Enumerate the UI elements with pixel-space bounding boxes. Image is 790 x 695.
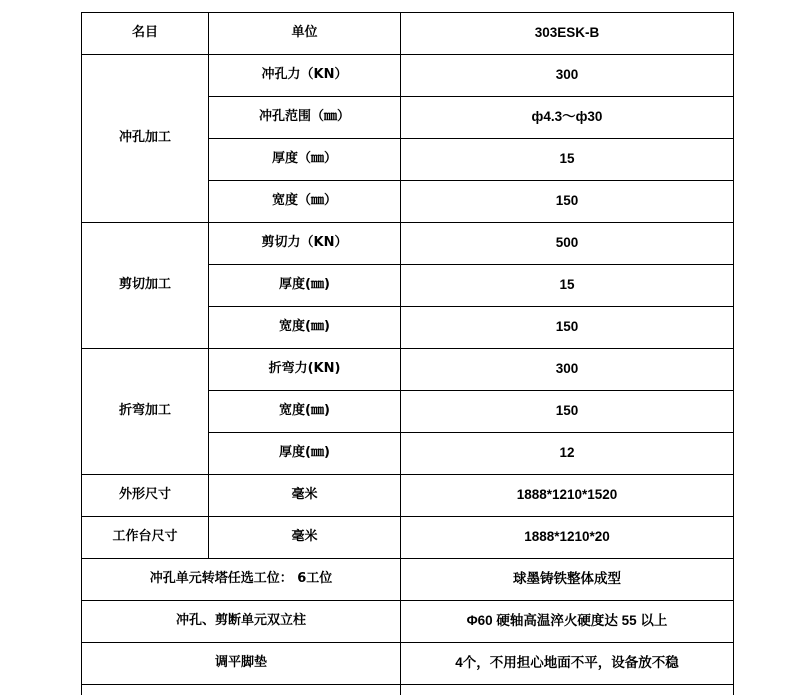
feature-label: 冲孔、剪断单元双立柱	[82, 601, 401, 643]
table-row	[82, 223, 734, 265]
value-cell: 15	[401, 265, 734, 307]
unit-cell: 厚度(㎜)	[209, 265, 401, 307]
unit-cell: 折弯力(KN)	[209, 349, 401, 391]
value-cell: 15	[401, 139, 734, 181]
table-row	[82, 475, 734, 517]
table-row	[82, 601, 734, 643]
header-model: 303ESK-B	[401, 13, 734, 55]
group-label-punching: 冲孔加工	[82, 55, 209, 223]
table-row	[82, 643, 734, 685]
unit-cell: 厚度(㎜)	[209, 433, 401, 475]
unit-cell: 冲孔力（KN）	[209, 55, 401, 97]
unit-cell: 毫米	[209, 517, 401, 559]
table-row-partial	[82, 685, 734, 695]
group-label-bending: 折弯加工	[82, 349, 209, 475]
dimension-name: 工作台尺寸	[82, 517, 209, 559]
unit-cell: 宽度（㎜）	[209, 181, 401, 223]
dimension-name: 外形尺寸	[82, 475, 209, 517]
unit-cell: 厚度（㎜）	[209, 139, 401, 181]
value-cell: 12	[401, 433, 734, 475]
table-row	[82, 349, 734, 391]
unit-cell: 宽度(㎜)	[209, 391, 401, 433]
feature-label: 调平脚垫	[82, 643, 401, 685]
table-row	[82, 517, 734, 559]
value-cell: 150	[401, 181, 734, 223]
value-cell: 150	[401, 391, 734, 433]
spec-table	[81, 12, 734, 695]
group-label-shearing: 剪切加工	[82, 223, 209, 349]
table-row	[82, 55, 734, 97]
unit-cell: 剪切力（KN）	[209, 223, 401, 265]
unit-cell: 冲孔范围（㎜）	[209, 97, 401, 139]
unit-cell: 毫米	[209, 475, 401, 517]
header-name: 名目	[82, 13, 209, 55]
value-cell: 500	[401, 223, 734, 265]
header-unit: 单位	[209, 13, 401, 55]
value-cell: 300	[401, 349, 734, 391]
feature-label: 冲孔单元转塔任选工位： 6工位	[82, 559, 401, 601]
feature-value: 4个，不用担心地面不平，设备放不稳	[401, 643, 734, 685]
empty-cell	[82, 685, 401, 695]
table-row	[82, 559, 734, 601]
feature-value: 球墨铸铁整体成型	[401, 559, 734, 601]
value-cell: ф4.3～ф30	[401, 97, 734, 139]
header-row	[82, 13, 734, 55]
value-cell: 1888*1210*1520	[401, 475, 734, 517]
value-cell: 150	[401, 307, 734, 349]
value-cell: 300	[401, 55, 734, 97]
empty-cell	[401, 685, 734, 695]
feature-value: Φ60 硬轴高温淬火硬度达 55 以上	[401, 601, 734, 643]
unit-cell: 宽度(㎜)	[209, 307, 401, 349]
value-cell: 1888*1210*20	[401, 517, 734, 559]
